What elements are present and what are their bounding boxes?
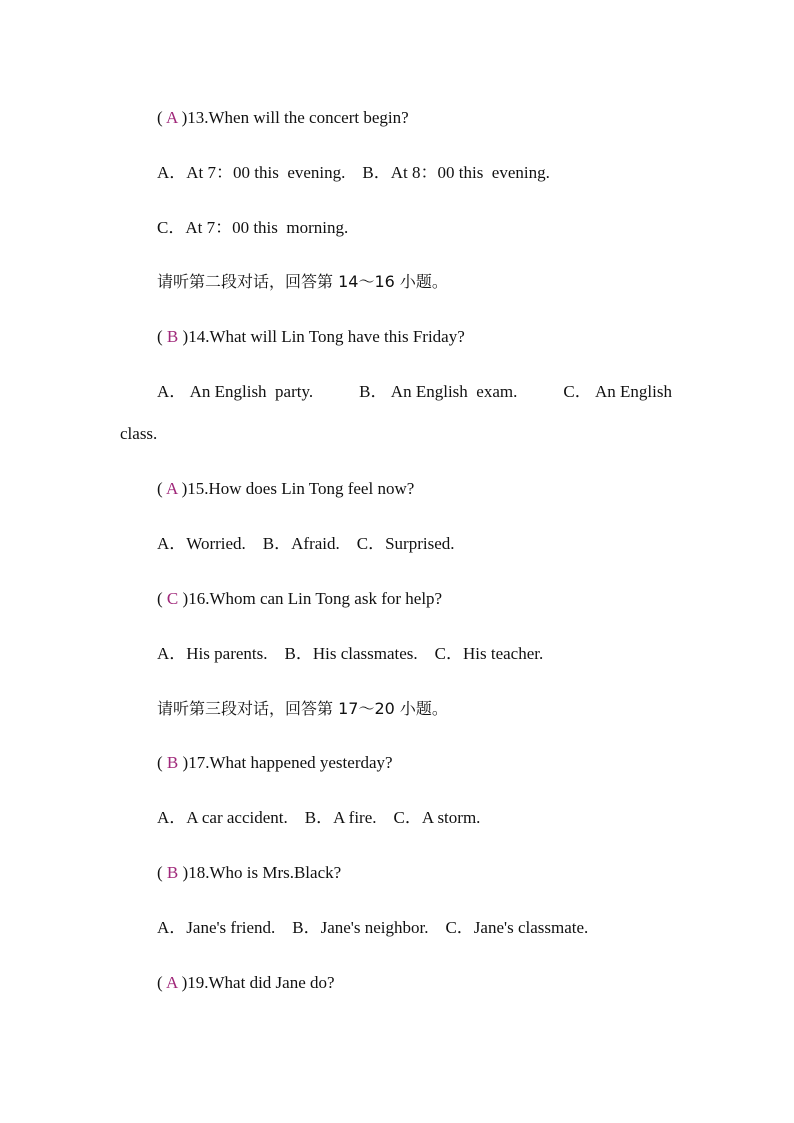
question-17-stem: 17.What happened yesterday? — [188, 753, 393, 772]
question-15-options: A．Worried. B．Afraid. C．Surprised. — [157, 534, 455, 553]
answer-19: A — [165, 973, 178, 992]
question-18: ( B )18.Who is Mrs.Black? — [157, 863, 342, 882]
question-13-options-line2: C．At 7：00 this morning. — [157, 218, 349, 237]
question-15: ( A )15.How does Lin Tong feel now? — [157, 479, 415, 498]
answer-15: A — [165, 479, 178, 498]
question-18-stem: 18.Who is Mrs.Black? — [188, 863, 342, 882]
section-3-header: 请听第三段对话，回答第 17～20 小题。 — [157, 699, 448, 718]
answer-14: B — [166, 327, 179, 346]
question-14-option-c: C． An English — [563, 382, 672, 401]
question-14-option-b: B． An English exam. — [359, 382, 518, 401]
answer-18: B — [166, 863, 179, 882]
question-18-options: A．Jane's friend. B．Jane's neighbor. C．Jane's classmate. — [157, 918, 589, 937]
question-19: ( A )19.What did Jane do? — [157, 973, 335, 992]
question-14-option-a: A． An English party. — [157, 382, 314, 401]
answer-13: A — [165, 108, 178, 127]
question-14: ( B )14.What will Lin Tong have this Friday? — [157, 327, 465, 346]
question-17: ( B )17.What happened yesterday? — [157, 753, 393, 772]
question-13-stem: 13.When will the concert begin? — [187, 108, 409, 127]
question-14-stem: 14.What will Lin Tong have this Friday? — [188, 327, 465, 346]
question-16-stem: 16.Whom can Lin Tong ask for help? — [188, 589, 443, 608]
question-13: ( A )13.When will the concert begin? — [157, 108, 409, 127]
question-16: ( C )16.Whom can Lin Tong ask for help? — [157, 589, 443, 608]
question-14-options — [157, 382, 672, 402]
question-17-options: A．A car accident. B．A fire. C．A storm. — [157, 808, 481, 827]
question-13-options-line1: A．At 7：00 this evening. B．At 8：00 this evening. — [157, 163, 550, 182]
question-15-stem: 15.How does Lin Tong feel now? — [187, 479, 415, 498]
answer-17: B — [166, 753, 179, 772]
section-2-header: 请听第二段对话，回答第 14～16 小题。 — [157, 272, 448, 291]
question-19-stem: 19.What did Jane do? — [187, 973, 335, 992]
question-16-options: A．His parents. B．His classmates. C．His teacher. — [157, 644, 544, 663]
question-14-option-c-wrap: class. — [120, 424, 158, 443]
answer-16: C — [166, 589, 179, 608]
